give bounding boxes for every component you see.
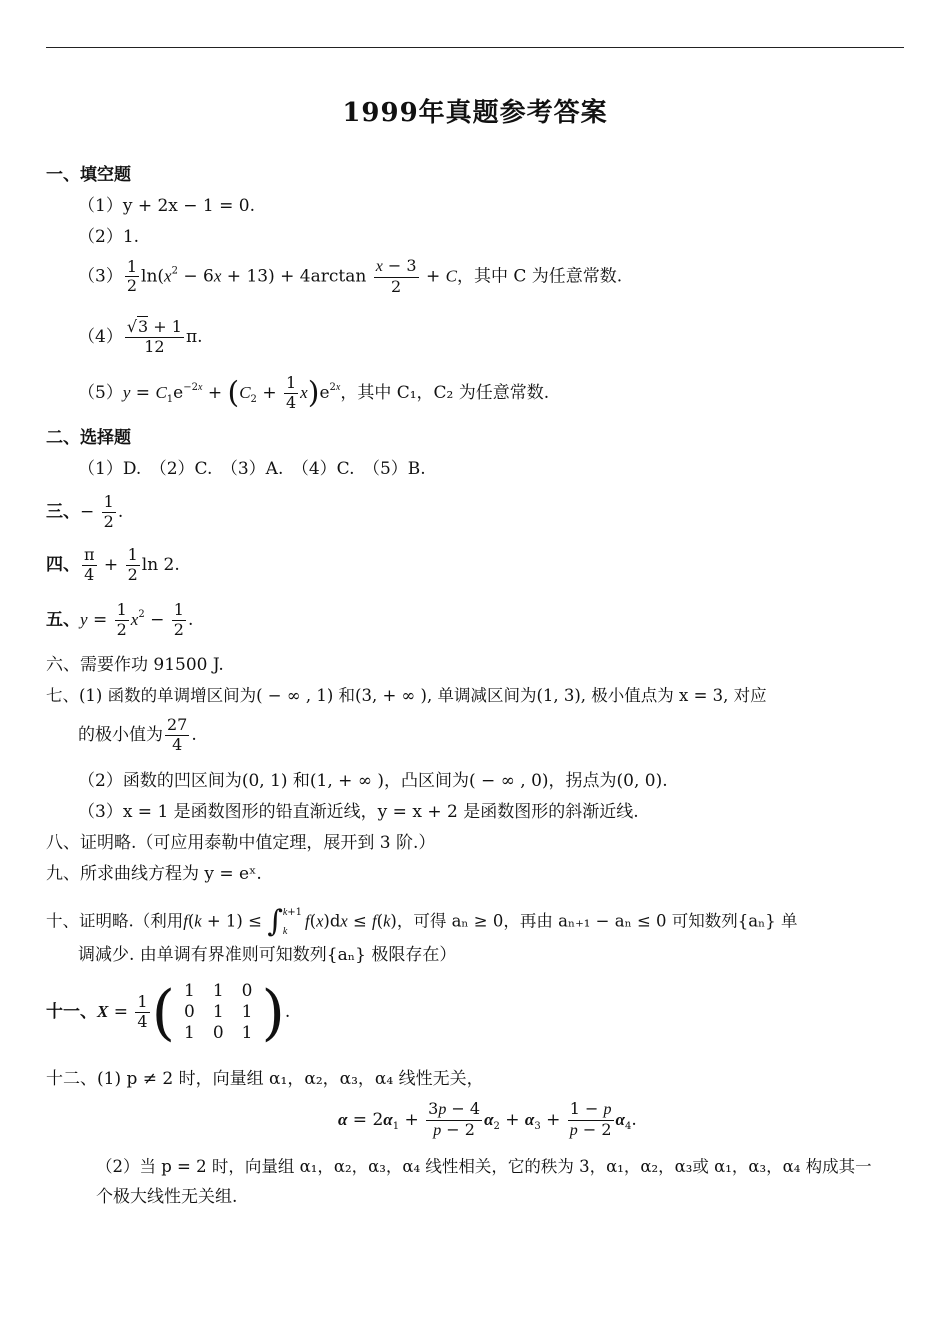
s10-prefix: 十、证明略.（利用 — [46, 911, 184, 931]
matrix-cell: 0 — [212, 1023, 224, 1043]
s2-answers: （1）D. （2）C. （3）A. （4）C. （5）B. — [78, 459, 426, 479]
s12-formula: $\alpha = 2\alpha_1$ + $\frac{3p - 4}{p - 2}$ $\alpha_2 + \alpha_3$ + $\frac{1 - p}{p - 2}$ $\alpha_4$. — [338, 1099, 637, 1139]
section-5: 五、y = $\frac{1}{2}$ $x^2$ − $\frac{1}{2}$ . — [46, 600, 194, 639]
matrix-cell: 1 — [241, 1002, 253, 1022]
s1-q5-suffix: ，其中 C₁，C₂ 为任意常数. — [340, 382, 550, 403]
s7-line3: （2）函数的凹区间为(0, 1) 和(1, + ∞ )，凸区间为( − ∞ , 0)，拐点为(0, 0). — [78, 771, 668, 791]
s12-line1: 十二、(1) p ≠ 2 时，向量组 α₁，α₂，α₃，α₄ 线性无关， — [46, 1069, 484, 1089]
section-9: 九、所求曲线方程为 y = eˣ. — [46, 864, 262, 884]
fraction: $\frac{√3 + 1}{12}$ — [126, 317, 182, 356]
matrix-cell: 0 — [184, 1002, 195, 1022]
top-rule — [46, 47, 904, 48]
section-4: 四、 $\frac{\pi}{4}$ + $\frac{1}{2}$ ln 2. — [46, 545, 180, 584]
fraction: $\frac{1}{2}$ — [127, 545, 138, 584]
s1-q5: $(5)y = C_1e^{-2x} + (C_2$ + $\frac{1}{4}$ $x)e^{2x}$，其中 C₁，C₂ 为任意常数. — [78, 373, 550, 412]
section-1-heading: 一、填空题 — [46, 165, 131, 185]
fraction: $\frac{1}{4}$ — [285, 373, 297, 412]
s7-line4: （3）x = 1 是函数图形的铅直渐近线，y = x + 2 是函数图形的斜渐近线. — [78, 802, 639, 822]
section-4-heading: 四、 — [46, 554, 80, 575]
fraction: $\frac{1}{2}$ — [173, 600, 184, 639]
s10-line2: 调减少. 由单调有界准则可知数列{aₙ} 极限存在） — [78, 945, 457, 965]
section-8: 八、证明略.（可应用泰勒中值定理，展开到 3 阶.） — [46, 833, 436, 853]
fraction: $\frac{1}{2}$ — [103, 492, 114, 531]
matrix-cell: 1 — [212, 981, 224, 1001]
page-title: 1999年真题参考答案 — [342, 98, 608, 128]
s1-q2: （2）1. — [78, 227, 140, 247]
section-2-heading: 二、选择题 — [46, 428, 131, 448]
s10-mid: ，可得 aₙ ≥ 0，再由 aₙ₊₁ − aₙ ≤ 0 可知数列{aₙ} 单 — [396, 911, 798, 931]
s7-line2-prefix: 的极小值为 — [78, 724, 163, 745]
section-11-heading: 十一、 — [46, 1002, 97, 1022]
section-6: 六、需要作功 91500 J. — [46, 655, 224, 675]
s1-q4-prefix: （4） — [78, 326, 123, 347]
s7-line1: 七、(1) 函数的单调增区间为( − ∞ , 1) 和(3, + ∞ ), 单调减区间为(1, 3), 极小值点为 x = 3, 对应 — [46, 686, 767, 705]
matrix-cell: 1 — [184, 1023, 195, 1043]
fraction: $\frac{\pi}{4}$ — [84, 545, 95, 584]
section-5-heading: 五、 — [46, 609, 80, 630]
matrix-x: ( 1 1 0 0 1 1 1 0 1 ) — [151, 977, 285, 1048]
s1-q3: （3） $\frac{1}{2}$ $\ln(x^2 - 6x + 13) + 4\arctan$ $\frac{x - 3}{2}$ + C，其中 C 为任意常数. — [78, 256, 623, 296]
s12-line4: 个极大线性无关组. — [96, 1187, 238, 1207]
s7-line2: 的极小值为 $\frac{27}{4}$ . — [78, 715, 197, 754]
fraction: $\frac{1 - p}{p - 2}$ — [569, 1099, 612, 1139]
s12-line3: （2）当 p = 2 时，向量组 α₁，α₂，α₃，α₄ 线性相关，它的秩为 3，α₁，α₂，α₃或 α₁，α₃，α₄ 构成其一 — [96, 1157, 872, 1176]
fraction: $\frac{x - 3}{2}$ — [375, 256, 417, 296]
fraction: $\frac{1}{2}$ — [116, 600, 127, 639]
s1-q4: （4） $\frac{√3 + 1}{12}$ π. — [78, 317, 203, 356]
fraction: $\frac{1}{4}$ — [137, 992, 148, 1031]
s1-q3-suffix: ，其中 C 为任意常数. — [456, 266, 623, 287]
s1-q3-prefix: （3） — [78, 266, 123, 287]
section-3-heading: 三、 — [46, 501, 80, 522]
matrix-cell: 1 — [241, 1023, 253, 1043]
matrix-cell: 1 — [184, 981, 195, 1001]
matrix-cell: 0 — [241, 981, 253, 1001]
s1-q1: （1）y + 2x − 1 = 0. — [78, 196, 256, 216]
fraction: $\frac{3p - 4}{p - 2}$ — [428, 1099, 481, 1139]
s1-q5-prefix: （5） — [78, 382, 123, 403]
s10-line1: 十、证明略.（利用f(k + 1) ≤ ∫ k+1 k f(x)dx ≤ f(k)，可得 aₙ ≥ 0，再由 aₙ₊₁ − aₙ ≤ 0 可知数列{aₙ} 单 — [46, 904, 798, 939]
fraction: $\frac{27}{4}$ — [167, 715, 188, 754]
section-3: 三、− $\frac{1}{2}$ . — [46, 492, 124, 531]
section-11: 十一、X = $\frac{1}{4}$ ( 1 1 0 0 1 1 1 0 1 ) . — [46, 977, 291, 1048]
matrix-cell: 1 — [212, 1002, 224, 1022]
fraction: $\frac{1}{2}$ — [126, 256, 138, 296]
